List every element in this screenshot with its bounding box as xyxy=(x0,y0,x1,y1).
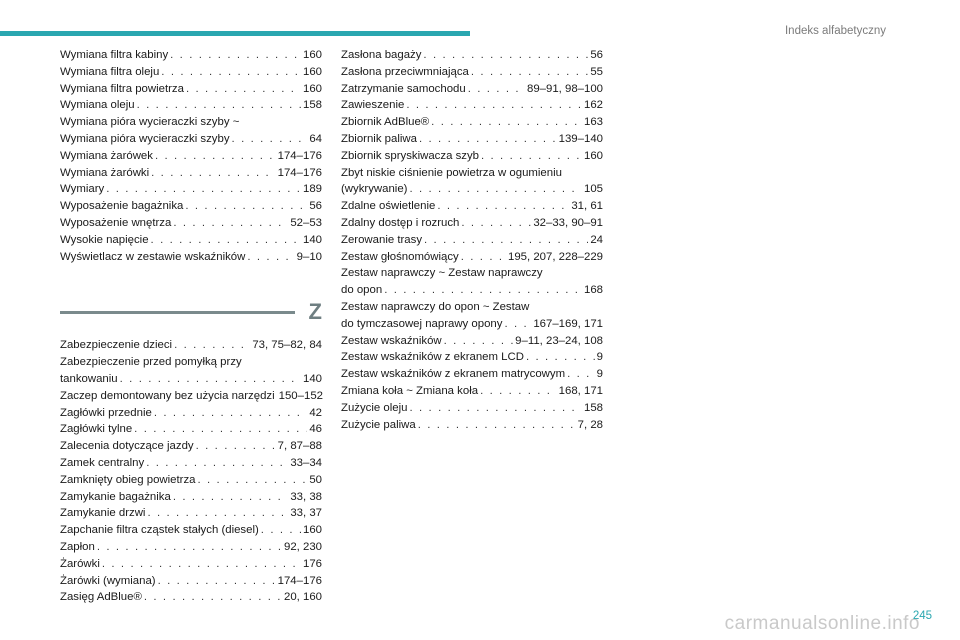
index-entry-term: tankowaniu xyxy=(60,372,118,385)
dot-leader xyxy=(232,131,308,148)
index-entry-page: 167–169, 171 xyxy=(533,317,603,330)
index-entry-term: do opon xyxy=(341,284,383,297)
index-entry-page: 158 xyxy=(302,99,322,112)
index-entry-page: 168, 171 xyxy=(558,384,603,397)
index-entry xyxy=(60,181,322,198)
index-entry xyxy=(341,333,603,350)
dot-leader xyxy=(147,505,288,522)
index-entry xyxy=(60,131,322,148)
dot-leader xyxy=(471,64,588,81)
index-entry-page: 55 xyxy=(590,65,603,78)
index-entry-term: Zabezpieczenie dzieci xyxy=(60,339,173,352)
index-entry-page: 195, 207, 228–229 xyxy=(507,250,603,263)
index-entry-page: 163 xyxy=(583,116,603,129)
dot-leader xyxy=(461,215,531,232)
index-entry-page: 52–53 xyxy=(290,216,322,229)
index-entry-term: Wymiana oleju xyxy=(60,99,135,112)
index-entry-page: 9 xyxy=(596,368,603,381)
dot-leader xyxy=(186,81,301,98)
index-entry xyxy=(341,114,603,131)
dot-leader xyxy=(431,114,582,131)
index-entry-term: Zamykanie drzwi xyxy=(60,507,146,520)
index-entry-continued: Zestaw naprawczy do opon ~ Zestaw xyxy=(341,300,530,313)
index-entry xyxy=(60,539,322,556)
dot-leader xyxy=(120,371,301,388)
index-list-z-continued xyxy=(341,47,603,433)
index-entry xyxy=(341,383,603,400)
index-entry xyxy=(60,556,322,573)
index-list-z xyxy=(60,337,322,606)
index-entry-term: Wymiana filtra powietrza xyxy=(60,82,184,95)
dot-leader xyxy=(444,333,514,350)
index-entry-page: 64 xyxy=(309,132,322,145)
index-entry xyxy=(341,417,603,434)
index-entry xyxy=(341,64,603,81)
index-entry xyxy=(341,198,603,215)
index-entry-page: 160 xyxy=(302,82,322,95)
dot-leader xyxy=(437,198,569,215)
dot-leader xyxy=(406,97,582,114)
section-header-z xyxy=(60,299,322,329)
index-entry-page: 140 xyxy=(302,233,322,246)
dot-leader xyxy=(526,349,595,366)
index-entry-term: Zapchanie filtra cząstek stałych (diesel) xyxy=(60,524,259,537)
index-entry-term: Wyposażenie wnętrza xyxy=(60,216,172,229)
index-entry-page: 9 xyxy=(596,351,603,364)
index-entry-page: 189 xyxy=(302,183,322,196)
index-entry-term: Zdalny dostęp i rozruch xyxy=(341,216,460,229)
index-entry-term: Zasłona bagaży xyxy=(341,49,422,61)
index-entry-page: 50 xyxy=(309,473,322,486)
index-entry-page: 7, 28 xyxy=(577,418,603,431)
index-entry xyxy=(60,405,322,422)
index-entry-page: 160 xyxy=(302,65,322,78)
index-entry-page: 174–176 xyxy=(277,166,322,179)
index-entry xyxy=(341,47,603,64)
index-entry-page: 139–140 xyxy=(558,132,603,145)
dot-leader xyxy=(106,181,301,198)
index-entry-term: Zestaw wskaźników z ekranem matrycowym xyxy=(341,368,566,381)
index-entry-page: 9–10 xyxy=(296,250,322,263)
index-entry-page: 20, 160 xyxy=(283,591,322,604)
index-entry-term: Wymiana żarówek xyxy=(60,149,153,162)
dot-leader xyxy=(173,215,288,232)
index-entry-page: 46 xyxy=(309,423,322,436)
index-entry-term: Zerowanie trasy xyxy=(341,233,423,246)
index-entry-continued: Zestaw naprawczy ~ Zestaw naprawczy xyxy=(341,267,543,280)
index-entry-page: 32–33, 90–91 xyxy=(533,216,603,229)
index-entry xyxy=(60,421,322,438)
dot-leader xyxy=(480,383,557,400)
index-entry xyxy=(60,198,322,215)
index-entry xyxy=(60,573,322,590)
index-entry-page: 174–176 xyxy=(277,574,322,587)
index-entry xyxy=(341,400,603,417)
index-entry-continued: Zbyt niskie ciśnienie powietrza w ogumieniu xyxy=(341,166,562,179)
dot-leader xyxy=(97,539,282,556)
index-entry-page: 89–91, 98–100 xyxy=(526,82,603,95)
index-entry-term: Zamykanie bagażnika xyxy=(60,490,171,503)
dot-leader xyxy=(185,198,307,215)
dot-leader xyxy=(461,249,506,266)
index-entry xyxy=(341,316,603,333)
index-column-left xyxy=(60,47,322,606)
index-entry xyxy=(341,148,603,165)
dot-leader xyxy=(504,316,531,333)
index-entry-term: Zapłon xyxy=(60,540,95,553)
index-entry xyxy=(341,181,603,198)
index-entry-page: 160 xyxy=(302,524,322,537)
index-entry xyxy=(60,148,322,165)
index-entry-term: do tymczasowej naprawy opony xyxy=(341,317,503,330)
index-entry xyxy=(60,47,322,64)
dot-leader xyxy=(567,366,595,383)
index-entry-term: Zasięg AdBlue® xyxy=(60,591,142,604)
index-entry-term: Zbiornik spryskiwacza szyb xyxy=(341,149,479,162)
index-entry-term: Zbiornik AdBlue® xyxy=(341,116,430,129)
dot-leader xyxy=(419,131,557,148)
index-entry-page: 160 xyxy=(583,149,603,162)
index-entry-page: 33–34 xyxy=(290,456,322,469)
index-entry-term: Zagłówki przednie xyxy=(60,406,152,419)
index-entry-page: 56 xyxy=(590,49,603,61)
dot-leader xyxy=(468,81,525,98)
index-entry-term: Zbiornik paliwa xyxy=(341,132,417,145)
index-column-right xyxy=(341,47,603,433)
dot-leader xyxy=(261,522,301,539)
index-entry-term: Zamek centralny xyxy=(60,456,145,469)
index-entry xyxy=(341,232,603,249)
index-entry-page: 162 xyxy=(583,99,603,112)
dot-leader xyxy=(151,165,275,182)
index-entry-page: 158 xyxy=(583,401,603,414)
dot-leader xyxy=(196,438,276,455)
index-entry-term: Zmiana koła ~ Zmiana koła xyxy=(341,384,479,397)
dot-leader xyxy=(384,282,582,299)
watermark: carmanualsonline.info xyxy=(724,613,920,634)
index-entry-term: Zasłona przeciwmniająca xyxy=(341,65,469,78)
index-entry xyxy=(60,97,322,114)
index-entry-page: 56 xyxy=(309,200,322,213)
dot-leader xyxy=(161,64,301,81)
index-entry-term: Zużycie paliwa xyxy=(341,418,416,431)
index-entry xyxy=(60,455,322,472)
dot-leader xyxy=(424,232,588,249)
dot-leader xyxy=(481,148,582,165)
dot-leader xyxy=(198,472,308,489)
index-entry-page: 140 xyxy=(302,372,322,385)
dot-leader xyxy=(247,249,294,266)
index-entry-page: 168 xyxy=(583,284,603,297)
index-entry-term: Zawieszenie xyxy=(341,99,405,112)
index-entry xyxy=(341,131,603,148)
index-entry-page: 176 xyxy=(302,557,322,570)
index-entry-term: Wyposażenie bagażnika xyxy=(60,200,184,213)
index-entry-term: (wykrywanie) xyxy=(341,183,408,196)
index-entry xyxy=(60,371,322,388)
index-entry xyxy=(60,489,322,506)
section-letter: Z xyxy=(308,299,322,325)
index-entry-term: Żarówki (wymiana) xyxy=(60,574,156,587)
index-entry xyxy=(60,337,322,354)
index-entry-page: 174–176 xyxy=(277,149,322,162)
index-entry-term: Wysokie napięcie xyxy=(60,233,149,246)
dot-leader xyxy=(158,573,276,590)
page-number: 245 xyxy=(912,610,932,622)
index-entry xyxy=(341,249,603,266)
index-entry-term: Wymiana żarówki xyxy=(60,166,150,179)
index-entry-page: 33, 38 xyxy=(290,490,322,503)
index-entry-page: 105 xyxy=(583,183,603,196)
dot-leader xyxy=(170,47,301,64)
index-entry xyxy=(341,97,603,114)
index-entry-term: Wymiana pióra wycieraczki szyby xyxy=(60,132,230,145)
index-entry-term: Zestaw głośnomówiący xyxy=(341,250,459,263)
dot-leader xyxy=(174,337,250,354)
index-entry-term: Zatrzymanie samochodu xyxy=(341,82,466,95)
index-entry xyxy=(60,249,322,266)
index-entry-term: Zagłówki tylne xyxy=(60,423,133,436)
index-entry-term: Zużycie oleju xyxy=(341,401,408,414)
index-entry-page: 24 xyxy=(590,233,603,246)
index-entry xyxy=(60,388,322,405)
index-entry-term: Wymiary xyxy=(60,183,105,196)
index-entry xyxy=(60,589,322,606)
index-entry xyxy=(60,215,322,232)
dot-leader xyxy=(423,47,588,64)
index-entry-page: 42 xyxy=(309,406,322,419)
index-entry-term: Zestaw wskaźników xyxy=(341,334,442,347)
index-entry-page: 92, 230 xyxy=(283,540,322,553)
index-entry-page: 9–11, 23–24, 108 xyxy=(515,334,603,347)
index-entry-term: Wyświetlacz w zestawie wskaźników xyxy=(60,250,246,263)
dot-leader xyxy=(409,400,582,417)
index-entry-term: Zdalne oświetlenie xyxy=(341,200,436,213)
dot-leader xyxy=(137,97,301,114)
dot-leader xyxy=(144,589,282,606)
index-entry-term: Zestaw wskaźników z ekranem LCD xyxy=(341,351,524,364)
dot-leader xyxy=(134,421,307,438)
dot-leader xyxy=(102,556,301,573)
index-entry xyxy=(60,165,322,182)
index-entry-page: 31, 61 xyxy=(571,200,603,213)
dot-leader xyxy=(151,232,301,249)
section-divider-rule xyxy=(60,311,295,314)
index-entry xyxy=(341,81,603,98)
index-entry xyxy=(60,64,322,81)
index-entry-page: 7, 87–88 xyxy=(277,440,322,453)
index-entry xyxy=(60,232,322,249)
index-entry-page: 33, 37 xyxy=(290,507,322,520)
index-entry-continued: Zabezpieczenie przed pomyłką przy xyxy=(60,356,242,369)
index-entry-term: Zamknięty obieg powietrza xyxy=(60,473,196,486)
index-entry-page: 160 xyxy=(302,49,322,61)
dot-leader xyxy=(155,148,276,165)
index-entry xyxy=(341,366,603,383)
index-entry xyxy=(341,215,603,232)
index-entry-term: Wymiana filtra oleju xyxy=(60,65,160,78)
header-accent-bar xyxy=(0,31,470,36)
dot-leader xyxy=(418,417,576,434)
index-entry xyxy=(60,438,322,455)
index-entry-term: Wymiana filtra kabiny xyxy=(60,49,169,61)
index-entry-continued: Wymiana pióra wycieraczki szyby ~ xyxy=(60,116,240,129)
index-entry-term: Żarówki xyxy=(60,557,100,570)
index-entry-page: 73, 75–82, 84 xyxy=(252,339,322,352)
index-entry xyxy=(341,282,603,299)
index-entry xyxy=(341,349,603,366)
index-entry-term: Zaczep demontowany bez użycia narzędzi xyxy=(60,389,275,402)
index-entry xyxy=(60,472,322,489)
index-entry-term: Zalecenia dotyczące jazdy xyxy=(60,440,194,453)
index-entry xyxy=(60,81,322,98)
index-entry xyxy=(60,522,322,539)
dot-leader xyxy=(146,455,288,472)
index-list-w xyxy=(60,47,322,265)
dot-leader xyxy=(409,181,582,198)
dot-leader xyxy=(154,405,308,422)
index-entry xyxy=(60,505,322,522)
dot-leader xyxy=(173,489,289,506)
page-header-title: Indeks alfabetyczny xyxy=(784,25,886,37)
index-entry-page: 150–152 xyxy=(278,389,323,402)
